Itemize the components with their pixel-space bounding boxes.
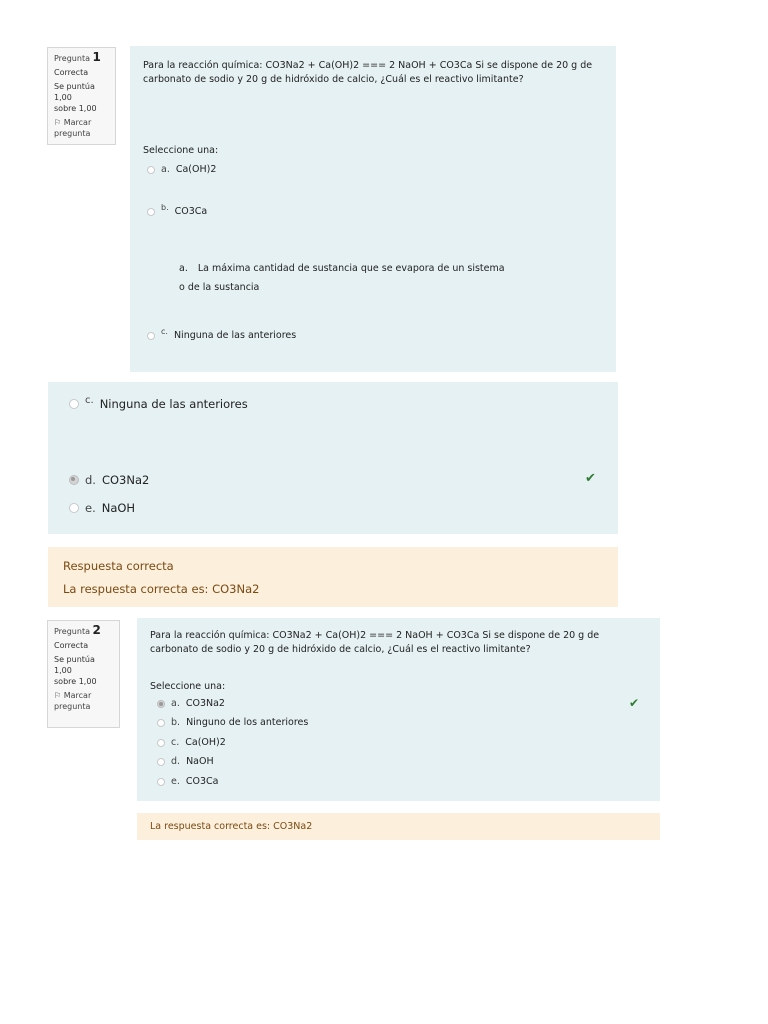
option-letter: d. (171, 756, 181, 767)
option-text: Ninguno de los anteriores (186, 717, 309, 728)
question-grade-max: sobre 1,00 (54, 677, 97, 686)
stray-line-2: o de la sustancia (179, 282, 260, 293)
option-letter: d. (85, 473, 96, 487)
correct-answer-text: La respuesta correcta es: CO3Na2 (150, 821, 313, 832)
question-state: Correcta (54, 68, 89, 77)
option-text: NaOH (101, 501, 136, 515)
question-number: 2 (92, 623, 101, 637)
answer-option-a[interactable] (147, 164, 216, 175)
question-2-text (150, 629, 650, 657)
option-letter: e. (85, 501, 96, 515)
question-text-line-2: carbonato de sodio y 20 g de hidróxido de calcio, ¿Cuál es el reactivo limitante? (150, 644, 531, 655)
question-grade-max: sobre 1,00 (54, 104, 97, 113)
option-text: CO3Na2 (101, 473, 150, 487)
answer-option-c[interactable] (147, 327, 297, 341)
option-letter: a. (171, 698, 180, 709)
radio-button[interactable] (157, 758, 165, 766)
answer-option-d[interactable] (157, 756, 214, 767)
option-letter: a. (161, 164, 170, 175)
radio-button[interactable] (147, 166, 155, 174)
radio-button[interactable] (69, 399, 79, 409)
question-text-line-2: carbonato de sodio y 20 g de hidróxido de calcio, ¿Cuál es el reactivo limitante? (143, 74, 524, 85)
question-text-line-1: Para la reacción química: CO3Na2 + Ca(OH)2 === 2 NaOH + CO3Ca Si se dispone de 20 g de (143, 60, 593, 71)
option-text: Ninguna de las anteriores (99, 397, 248, 411)
question-text-line-1: Para la reacción química: CO3Na2 + Ca(OH)2 === 2 NaOH + CO3Ca Si se dispone de 20 g de (150, 630, 600, 641)
select-one-prompt: Seleccione una: (150, 681, 226, 692)
question-grade: Se puntúa 1,00 (54, 82, 95, 102)
option-letter: b. (161, 203, 169, 212)
answer-option-b[interactable] (157, 717, 308, 728)
flag-question-button[interactable] (54, 117, 109, 139)
correct-check-icon: ✔ (585, 471, 596, 486)
flag-question-button[interactable] (54, 690, 113, 712)
question-1-text (143, 59, 608, 87)
question-number: 1 (92, 50, 101, 64)
radio-button[interactable] (157, 739, 165, 747)
radio-button[interactable] (147, 332, 155, 340)
option-text: Ninguna de las anteriores (173, 330, 297, 341)
radio-button[interactable] (147, 208, 155, 216)
radio-button[interactable] (157, 719, 165, 727)
radio-button-checked[interactable] (157, 700, 165, 708)
option-text: CO3Na2 (185, 698, 225, 709)
option-letter: c. (85, 394, 94, 406)
stray-letter: a. (179, 263, 188, 274)
option-text: CO3Ca (174, 206, 208, 217)
option-letter: b. (171, 717, 181, 728)
answer-option-a-selected[interactable] (157, 698, 225, 709)
select-one-prompt: Seleccione una: (143, 145, 219, 156)
answer-option-b[interactable] (147, 203, 208, 217)
question-label: Pregunta (54, 54, 90, 63)
radio-button[interactable] (157, 778, 165, 786)
answer-option-e[interactable] (69, 501, 135, 515)
question-label: Pregunta (54, 627, 90, 636)
radio-button-checked[interactable] (69, 475, 79, 485)
answer-option-c-continued[interactable] (69, 394, 248, 411)
answer-option-c[interactable] (157, 737, 226, 748)
question-info-2 (47, 620, 120, 728)
option-text: Ca(OH)2 (175, 164, 217, 175)
radio-button[interactable] (69, 503, 79, 513)
flag-icon: ⚐ (54, 691, 62, 700)
stray-line-1: La máxima cantidad de sustancia que se evapora de un sistema (197, 263, 505, 274)
option-text: Ca(OH)2 (185, 737, 226, 748)
option-text: NaOH (186, 756, 214, 767)
correct-check-icon: ✔ (629, 696, 640, 710)
option-letter: c. (161, 327, 168, 336)
option-letter: c. (171, 737, 180, 748)
feedback-title: Respuesta correcta (63, 559, 174, 573)
question-grade: Se puntúa 1,00 (54, 655, 95, 675)
answer-option-d-selected[interactable] (69, 473, 149, 487)
option-text: CO3Ca (185, 776, 219, 787)
option-letter: e. (171, 776, 180, 787)
question-info-1 (47, 47, 116, 145)
question-state: Correcta (54, 641, 89, 650)
stray-definition-text (179, 262, 505, 295)
flag-question-label: Marcar pregunta (54, 118, 92, 138)
correct-answer-text: La respuesta correcta es: CO3Na2 (63, 582, 260, 596)
answer-option-e[interactable] (157, 776, 219, 787)
flag-icon: ⚐ (54, 118, 62, 127)
flag-question-label: Marcar pregunta (54, 691, 92, 711)
feedback-panel-1 (48, 547, 618, 607)
feedback-panel-2 (137, 813, 660, 840)
